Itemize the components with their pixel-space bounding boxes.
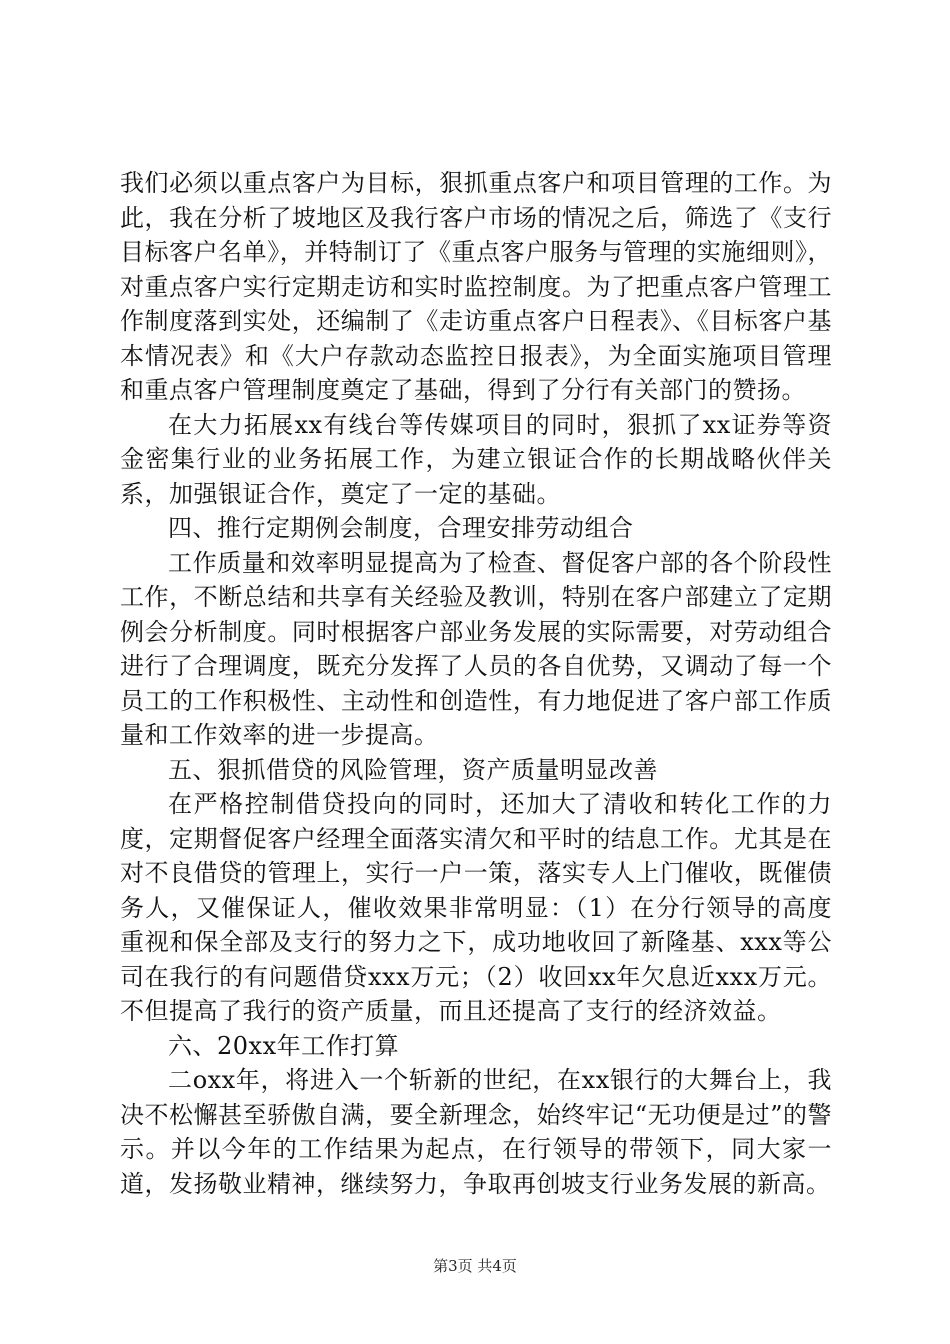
paragraph-risk-management: 在严格控制借贷投向的同时，还加大了清收和转化工作的力度，定期督促客户经理全面落实清欠和平时的结息工作。尤其是在对不良借贷的管理上，实行一户一策，落实专人上门催收，既催债务人，又催保证人，催收效果非常明显：（1）在分行领导的高度重视和保全部及支行的努力之下，成功地收回了新隆基、xxx等公司在我行的有问题借贷xxx万元；（2）收回xx年欠息近xxx万元。不但提高了我行的资产质量，而且还提高了支行的经济效益。: [120, 790, 832, 1025]
section-heading-4: 四、推行定期例会制度，合理安排劳动组合: [168, 514, 634, 542]
paragraph-media-projects: 在大力拓展xx有线台等传媒项目的同时，狠抓了xx证券等资金密集行业的业务拓展工作，为建立银证合作的长期战略伙伴关系，加强银证合作，奠定了一定的基础。: [120, 410, 832, 508]
section-heading-6: 六、20xx年工作打算: [168, 1031, 400, 1060]
section-heading-5: 五、狠抓借贷的风险管理，资产质量明显改善: [168, 755, 658, 784]
document-body: [120, 166, 832, 1201]
paragraph-work-plan: 二oxx年，将进入一个斩新的世纪，在xx银行的大舞台上，我决不松懈甚至骄傲自满，要全新理念，始终牢记“无功便是过”的警示。并以今年的工作结果为起点，在行领导的带领下，同大家一道，发扬敬业精神，继续努力，争取再创坡支行业务发展的新高。: [120, 1066, 832, 1198]
paragraph-key-clients: 我们必须以重点客户为目标，狠抓重点客户和项目管理的工作。为此，我在分析了坡地区及我行客户市场的情况之后，筛选了《支行目标客户名单》，并特制订了《重点客户服务与管理的实施细则》，对重点客户实行定期走访和实时监控制度。为了把重点客户管理工作制度落到实处，还编制了《走访重点客户日程表》、《目标客户基本情况表》和《大户存款动态监控日报表》，为全面实施项目管理和重点客户管理制度奠定了基础，得到了分行有关部门的赞扬。: [120, 169, 832, 404]
page-number-footer: 第3页 共4页: [433, 1257, 517, 1275]
paragraph-work-quality: 工作质量和效率明显提高为了检查、督促客户部的各个阶段性工作，不断总结和共享有关经验及教训，特别在客户部建立了定期例会分析制度。同时根据客户部业务发展的实际需要，对劳动组合进行了合理调度，既充分发挥了人员的各自优势，又调动了每一个员工的工作积极性、主动性和创造性，有力地促进了客户部工作质量和工作效率的进一步提高。: [120, 548, 832, 749]
